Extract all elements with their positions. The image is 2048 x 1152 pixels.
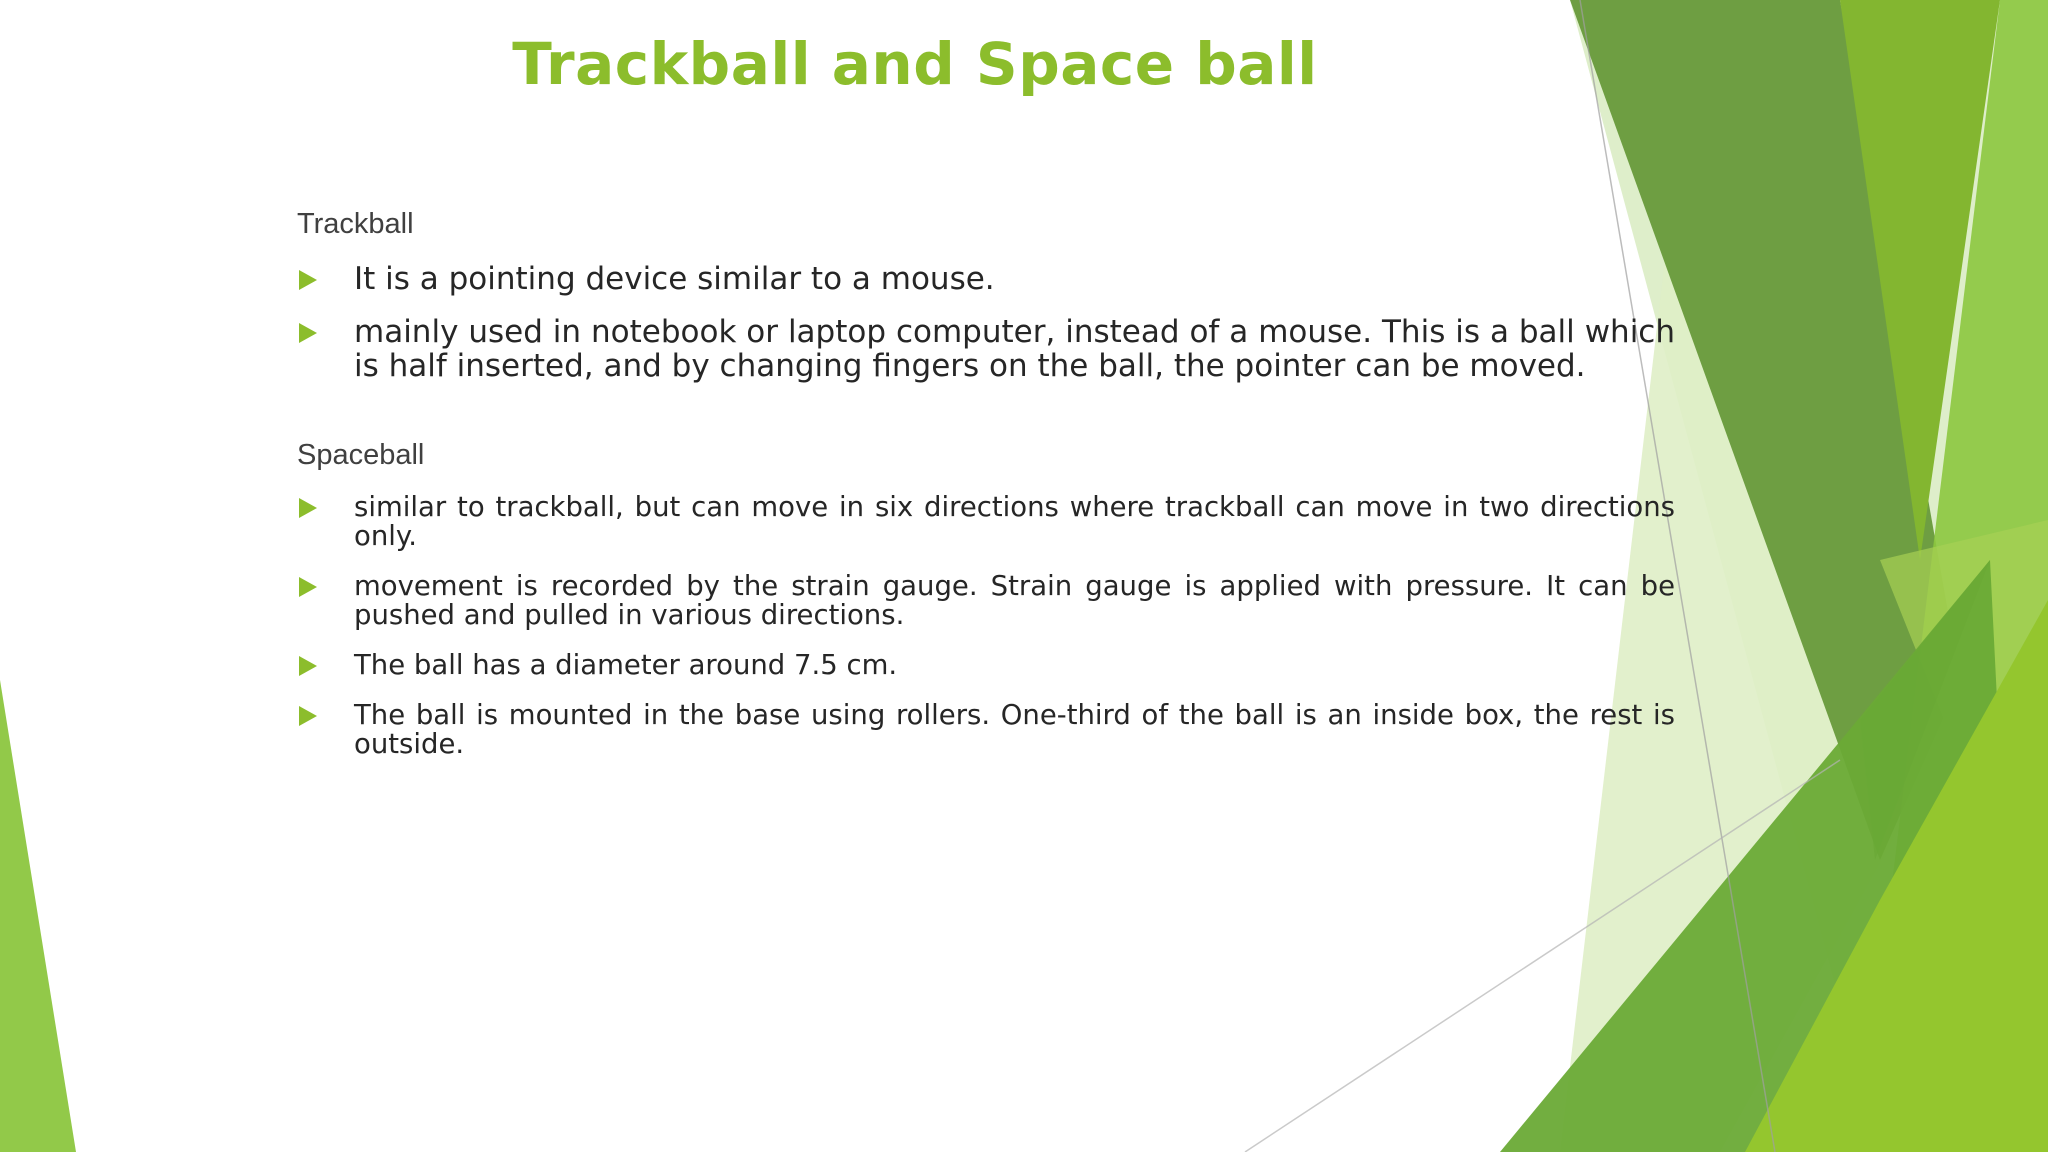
spaceball-bullet-list bbox=[297, 493, 1675, 780]
triangle-bullet-icon bbox=[299, 498, 317, 518]
bullet-text: It is a pointing device similar to a mouse. bbox=[354, 261, 995, 297]
triangle-bullet-icon bbox=[299, 577, 317, 597]
list-item bbox=[297, 572, 1675, 630]
bullet-text: mainly used in notebook or laptop computer, instead of a mouse. This is a ball which is half inserted, and by changing fingers on the ball, the pointer can be moved. bbox=[354, 314, 1675, 384]
list-item bbox=[297, 701, 1675, 759]
bullet-text: movement is recorded by the strain gauge. Strain gauge is applied with pressure. It can be pushed and pulled in various directions. bbox=[354, 570, 1675, 631]
triangle-bullet-icon bbox=[299, 270, 317, 290]
bullet-text: similar to trackball, but can move in six directions where trackball can move in two directions only. bbox=[354, 491, 1675, 552]
bullet-text: The ball has a diameter around 7.5 cm. bbox=[354, 649, 898, 681]
triangle-bullet-icon bbox=[299, 323, 317, 343]
list-item bbox=[297, 493, 1675, 551]
triangle-bullet-icon bbox=[299, 706, 317, 726]
list-item bbox=[297, 651, 1675, 680]
trackball-bullet-list bbox=[297, 262, 1675, 402]
section-heading-spaceball: Spaceball bbox=[297, 439, 425, 471]
triangle-bullet-icon bbox=[299, 656, 317, 676]
list-item bbox=[297, 262, 1675, 296]
list-item bbox=[297, 315, 1675, 383]
section-heading-trackball: Trackball bbox=[297, 208, 414, 240]
bullet-text: The ball is mounted in the base using rollers. One-third of the ball is an inside box, the rest is outside. bbox=[354, 699, 1675, 760]
slide-title: Trackball and Space ball bbox=[512, 30, 1318, 98]
